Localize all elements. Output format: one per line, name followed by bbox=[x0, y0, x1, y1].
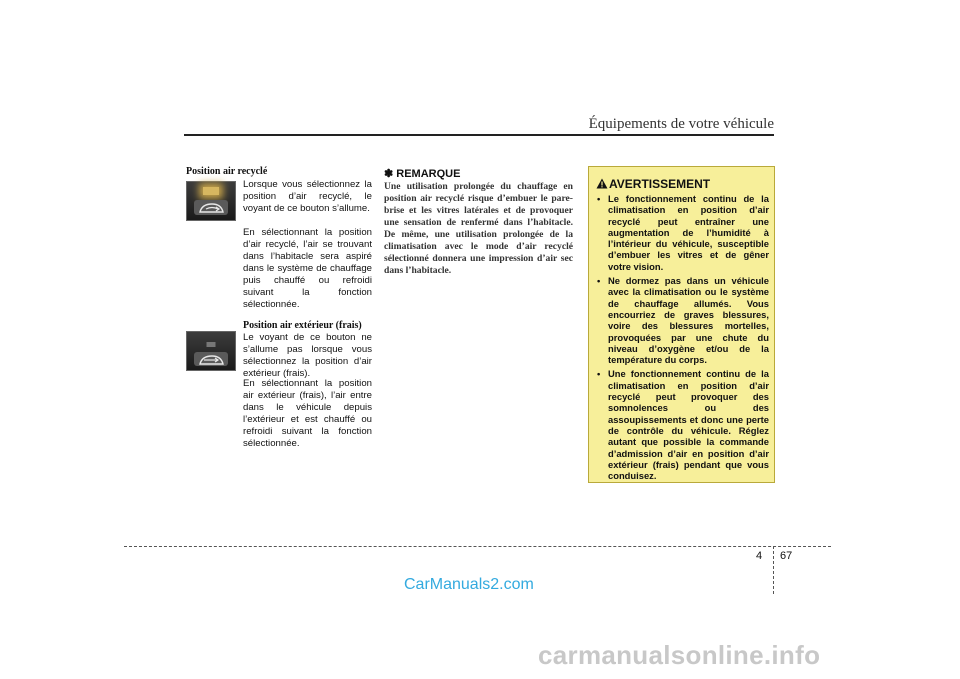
warning-item: • Ne dormez pas dans un véhicule avec la climatisation ou le système de chauffage allumés. Vous encourriez de graves blessures, voire des blessures mortelles, provoquées par une chute du niveau d’oxygène et/ou de la température du corps. bbox=[597, 275, 769, 366]
page-number: 67 bbox=[780, 550, 793, 562]
bullet-icon: • bbox=[597, 275, 601, 287]
warning-triangle-icon bbox=[596, 178, 608, 189]
fresh-para-1: Le voyant de ce bouton ne s’allume pas lorsque vous sélectionnez la position d’air extérieur (frais). bbox=[243, 332, 372, 379]
recirc-para-1: Lorsque vous sélectionnez la position d’air recyclé, le voyant de ce bouton s’allume. bbox=[243, 179, 372, 214]
warning-list bbox=[595, 193, 769, 484]
fresh-heading: Position air extérieur (frais) bbox=[243, 320, 362, 331]
star-icon: ✽ bbox=[384, 168, 397, 180]
indicator-on-icon bbox=[203, 187, 219, 195]
footer-divider bbox=[773, 546, 774, 594]
warning-box bbox=[588, 166, 775, 483]
recirc-button-image bbox=[186, 181, 236, 221]
watermark-carmanualsonline[interactable]: carmanualsonline.info bbox=[538, 640, 821, 670]
remark-text: Une utilisation prolongée du chauffage en position air recyclé risque d’embuer le pare-brise et les vitres latérales et de provoquer une sensation de renfermé dans l’habitacle. De même, une utilisation prolongée de la climatisation avec le mode d’air recyclé sélectionné donnera une impression d’air sec dans l’habitacle. bbox=[384, 181, 573, 276]
warning-item: • Le fonctionnement continu de la climatisation en position d’air recyclé peut entraîner une augmentation de l’humidité à l’intérieur du véhicule, susceptible d’embuer les vitres et de gêner votre vision. bbox=[597, 193, 769, 272]
page-header-title: Équipements de votre véhicule bbox=[588, 116, 774, 132]
recirc-heading: Position air recyclé bbox=[186, 166, 268, 177]
header-rule bbox=[184, 134, 774, 136]
indicator-off-icon bbox=[207, 342, 216, 347]
chapter-number: 4 bbox=[756, 550, 763, 562]
fresh-para-2: En sélectionnant la position air extérieur (frais), l’air entre dans le véhicule depuis l’extérieur et est chauffé ou refroidi suivant la fonction sélectionnée. bbox=[243, 378, 372, 449]
fresh-air-button-image bbox=[186, 331, 236, 371]
bullet-icon: • bbox=[597, 193, 601, 204]
car-fresh-air-icon bbox=[194, 352, 228, 366]
car-recirculation-icon bbox=[194, 200, 228, 215]
warning-item: • Une fonctionnement continu de la climatisation en position d’air recyclé peut provoquer des somnolences ou des assoupissements et donc une perte de contrôle du véhicule. Réglez autant que possible la commande d’admission d’air en position d’air extérieur (frais) pendant que vous conduisez. bbox=[597, 368, 769, 482]
watermark-carmanuals2[interactable]: CarManuals2.com bbox=[404, 576, 534, 593]
warning-title: AVERTISSEMENT bbox=[609, 177, 711, 191]
remark-title bbox=[384, 167, 460, 180]
footer-rule bbox=[124, 546, 831, 547]
bullet-icon: • bbox=[597, 368, 601, 380]
remark-title-text: REMARQUE bbox=[396, 168, 461, 180]
recirc-para-2: En sélectionnant la position d’air recyclé, l’air se trouvant dans l’habitacle sera aspiré dans le système de chauffage puis chauffé ou refroidi suivant la fonction sélectionnée. bbox=[243, 227, 372, 310]
